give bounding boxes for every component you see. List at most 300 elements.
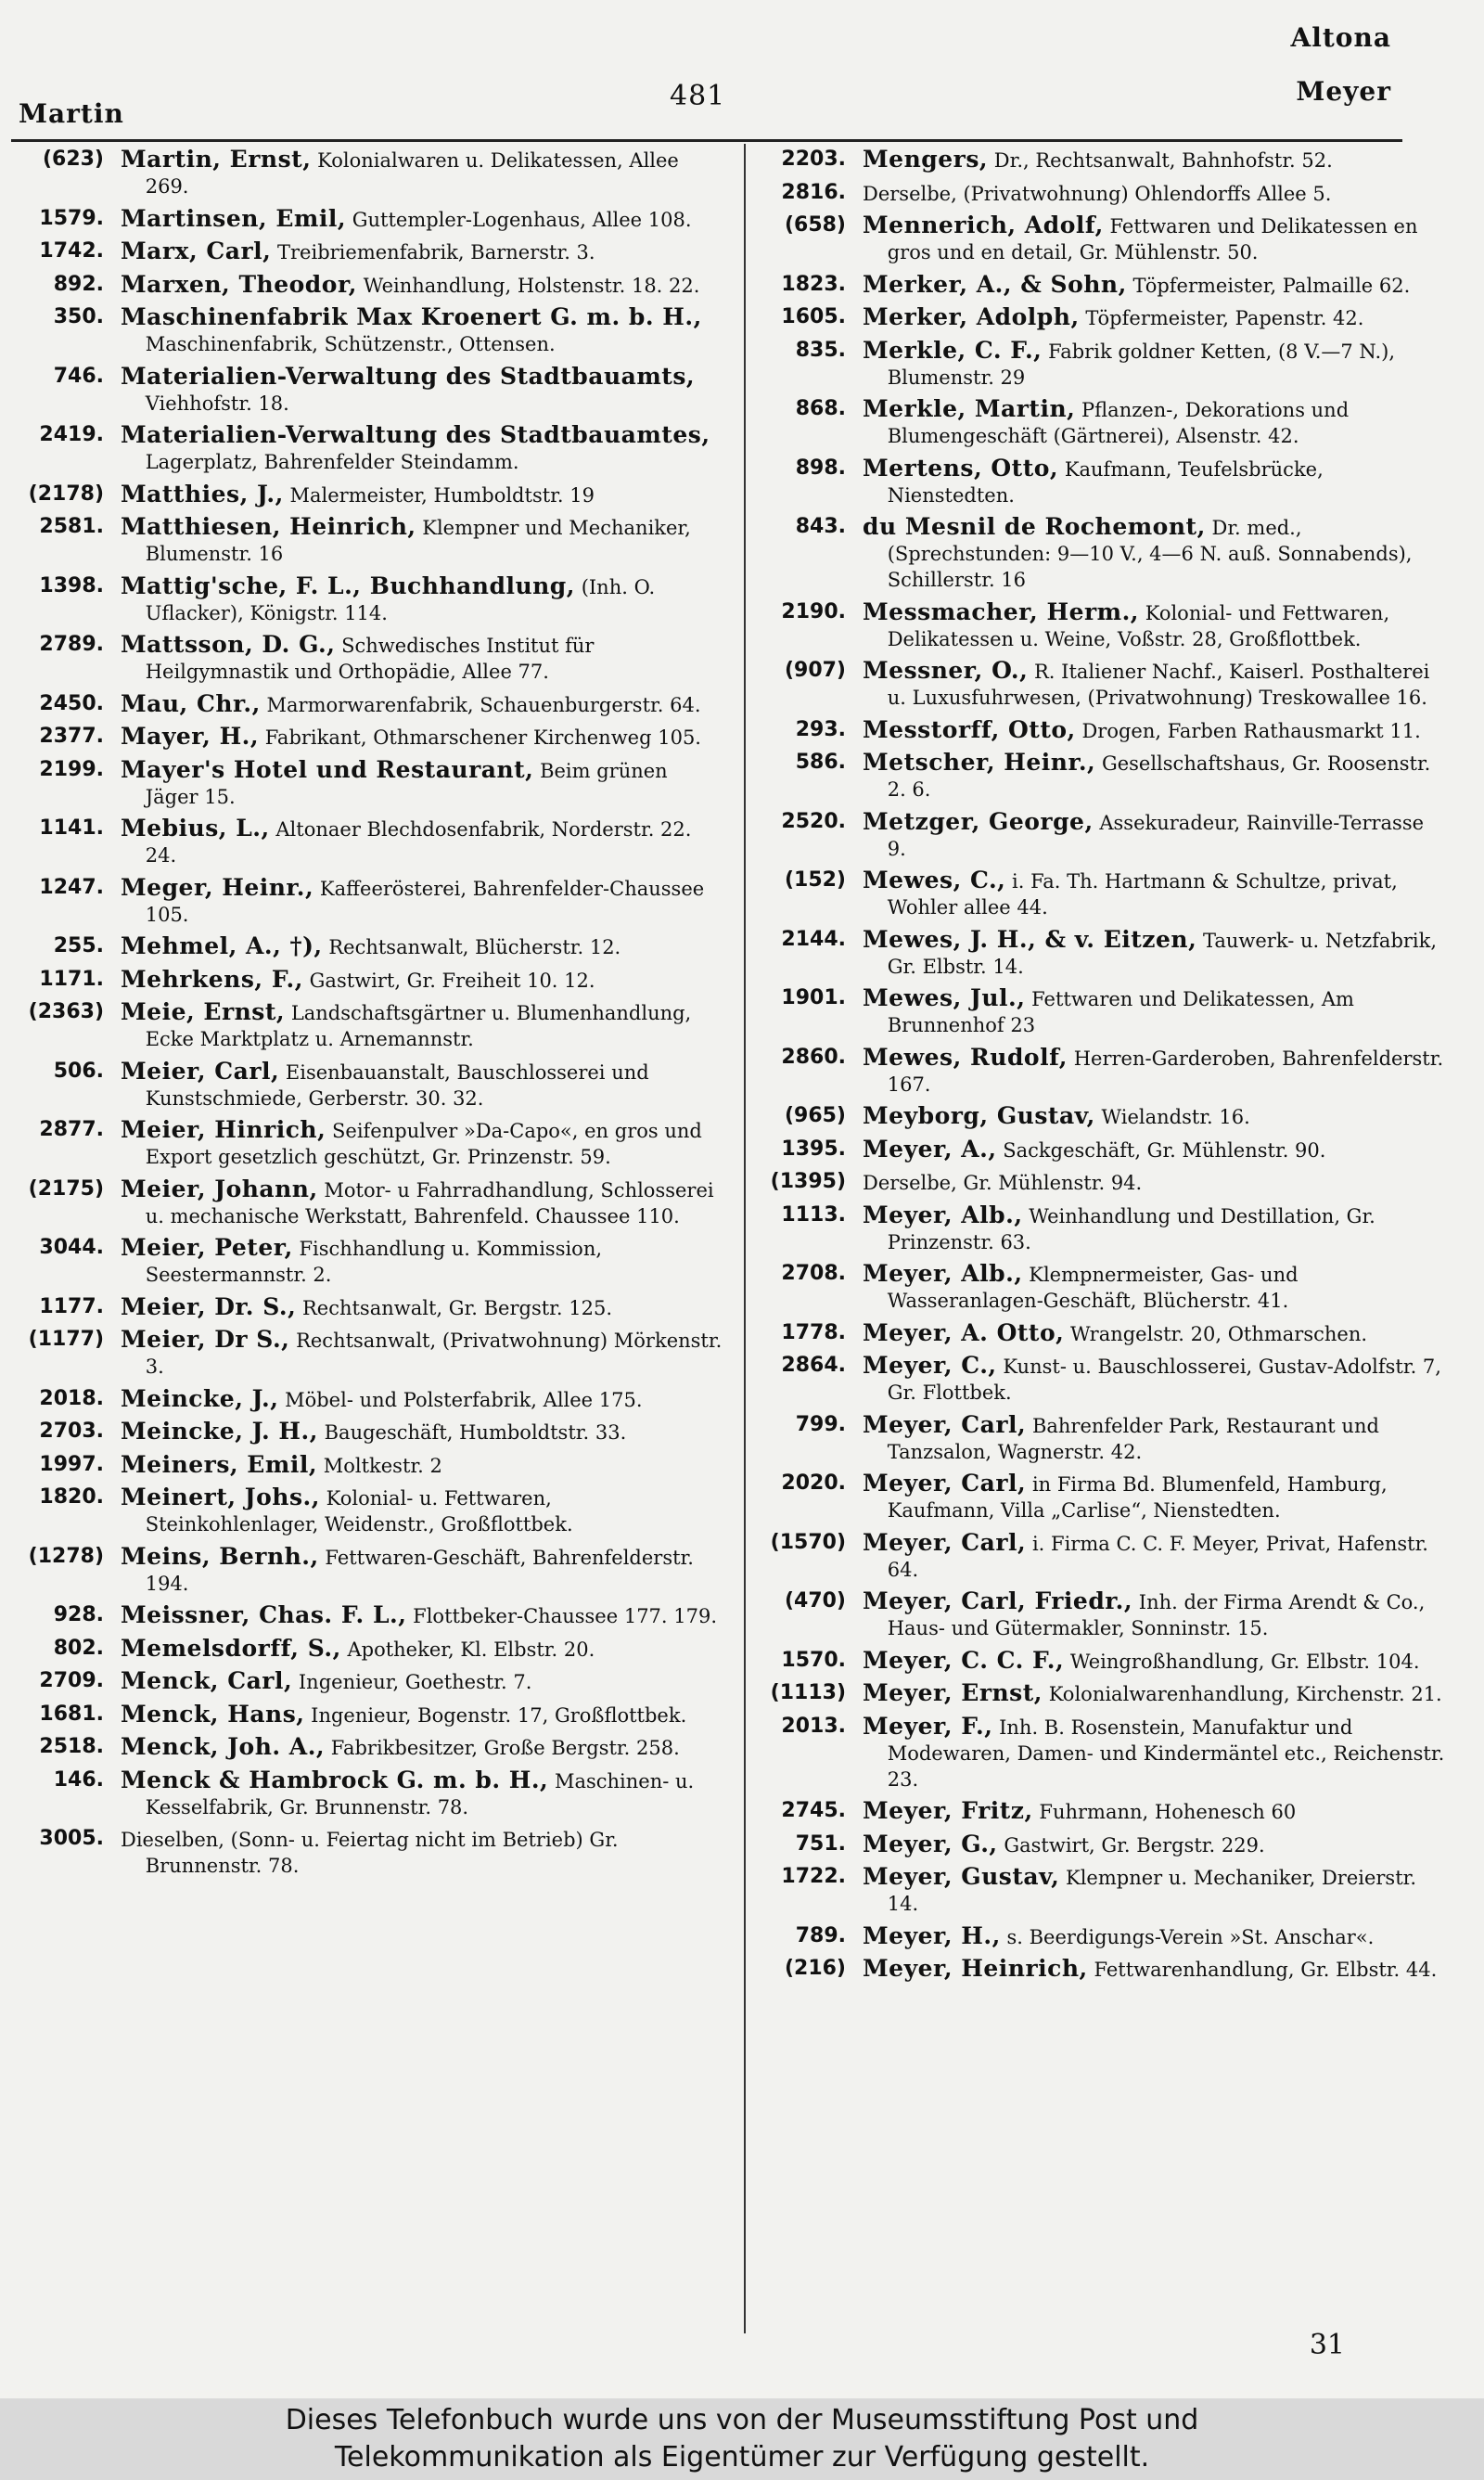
phone-number: 2816. [781,180,846,204]
directory-entry [11,933,725,960]
directory-entry [11,1826,725,1879]
entry-body [863,1412,1447,1465]
directory-entry [11,1602,725,1629]
entry-name: Meyer, Carl, [863,1410,1027,1438]
directory-entry [11,1327,725,1380]
phone-number: 2020. [781,1471,846,1495]
phone-number: 1681. [39,1702,104,1726]
entry-name: Meier, Hinrich, [121,1116,326,1143]
entry-body [121,1386,725,1413]
entry-name: Meyer, Carl, Friedr., [863,1587,1133,1614]
entry-details: i. Firma C. C. F. Meyer, Privat, Hafenstr. 64. [887,1532,1428,1581]
entry-details: Wielandstr. 16. [1101,1106,1250,1128]
entry-details: Klempner und Mechaniker, Blumenstr. 16 [145,517,691,565]
entry-details: Landschaftsgärtner u. Blumenhandlung, Ecke Marktplatz u. Arnemannstr. [145,1002,692,1050]
entry-name: Meyer, C. C. F., [863,1646,1065,1674]
directory-entry [11,1452,725,1479]
directory-entry [11,1386,725,1413]
entry-details: Weinhandlung und Destillation, Gr. Prinzenstr. 63. [887,1204,1375,1253]
entry-name: Mennerich, Adolf, [863,212,1104,238]
entry-name: Materialien-Verwaltung des Stadtbauamtes, [121,421,710,448]
entry-details: Inh. der Firma Arendt & Co., Haus- und Gütermakler, Sonninstr. 15. [887,1591,1426,1639]
entry-name: Meyer, Carl, [863,1528,1027,1556]
entry-body [121,875,725,928]
directory-entry [735,1864,1447,1917]
entry-details: Weinhandlung, Holstenstr. 18. 22. [363,274,700,297]
directory-entry [735,750,1447,803]
entry-details: Schwedisches Institut für Heilgymnastik und Orthopädie, Allee 77. [145,635,595,683]
directory-entry [735,456,1447,508]
directory-entry [11,364,725,417]
entry-details: Derselbe, (Privatwohnung) Ohlendorffs Allee 5. [863,182,1332,205]
entry-body [121,147,725,199]
entry-details: Fabrik goldner Ketten, (8 V.—7 N.), Blumenstr. 29 [887,340,1395,389]
entry-details: Bahrenfelder Park, Restaurant und Tanzsalon, Wagnerstr. 42. [887,1414,1379,1463]
phone-number: 898. [795,456,846,480]
entry-body [121,1826,725,1879]
entry-details: Fabrikant, Othmarschener Kirchenweg 105. [264,726,701,749]
entry-details: Fettwaren und Delikatessen en gros und en detail, Gr. Mühlenstr. 50. [887,215,1418,263]
entry-body [121,967,725,994]
entry-details: Dr. med., (Sprechstunden: 9—10 V., 4—6 N. auß. Sonnabends), Schillerstr. 16 [887,517,1413,591]
entry-name: Messmacher, Herm., [863,598,1140,625]
entry-body [121,757,725,810]
phone-number: 586. [795,751,846,774]
entry-name: Meinert, Johs., [121,1484,320,1510]
phone-number: 868. [795,397,846,420]
directory-entry [735,1169,1447,1196]
directory-entry [11,1544,725,1597]
entry-details: Lagerplatz, Bahrenfelder Steindamm. [145,451,519,473]
directory-entry [11,1235,725,1288]
entry-name: Marx, Carl, [121,238,272,264]
entry-name: Mewes, Jul., [863,984,1026,1011]
entry-name: Meyer, Fritz, [863,1797,1033,1824]
entry-body [863,1471,1447,1523]
phone-number: (623) [42,148,104,171]
entry-name: Marxen, Theodor, [121,270,358,298]
directory-entry [11,757,725,810]
entry-body [863,809,1447,862]
entry-body [121,1059,725,1112]
phone-number: 751. [795,1831,846,1856]
phone-number: 799. [795,1412,846,1436]
directory-entry [735,1530,1447,1583]
entry-details: Eisenbauanstalt, Bauschlosserei und Kunstschmiede, Gerberstr. 30. 32. [145,1060,649,1110]
phone-number: 1570. [781,1648,846,1672]
entry-body [121,1327,725,1380]
entry-details: Rechtsanwalt, Gr. Bergstr. 125. [301,1296,613,1319]
directory-entry [735,1923,1447,1950]
phone-number: 1398. [39,573,104,598]
entry-body [121,1176,725,1229]
entry-name: Mau, Chr., [121,689,261,717]
directory-entry [11,304,725,357]
entry-body [863,1137,1447,1163]
entry-details: Fettwarenhandlung, Gr. Elbstr. 44. [1094,1959,1438,1981]
directory-entry [735,1956,1447,1983]
phone-number: 1901. [781,986,846,1009]
entry-details: Viehhofstr. 18. [145,392,289,415]
entry-details: Dieselben, (Sonn- u. Feiertag nicht im Betrieb) Gr. Brunnenstr. 78. [121,1829,619,1877]
entry-body [863,985,1447,1038]
directory-entry [735,1588,1447,1641]
entry-body [121,1668,725,1695]
directory-entry [735,212,1447,265]
phone-number: (1570) [770,1530,846,1554]
entry-details: Gastwirt, Gr. Freiheit 10. 12. [309,969,595,992]
directory-entry [11,1117,725,1170]
directory-entry [11,1668,725,1695]
phone-number: 3005. [39,1827,104,1850]
entry-name: Meger, Heinr., [121,873,314,901]
entry-name: Martinsen, Emil, [121,204,347,232]
directory-entry [11,724,725,751]
entry-details: Töpfermeister, Palmaille 62. [1132,274,1411,297]
entry-body [863,1261,1447,1314]
phone-number: 146. [53,1767,104,1792]
entry-details: Tauwerk- u. Netzfabrik, Gr. Elbstr. 14. [887,929,1438,978]
entry-body [121,816,725,868]
entry-details: Fettwaren-Geschäft, Bahrenfelderstr. 194. [145,1546,694,1595]
directory-entry [11,1636,725,1663]
entry-name: Messtorff, Otto, [863,715,1076,743]
phone-number: 928. [53,1603,104,1626]
phone-number: 802. [53,1636,104,1660]
entry-name: Mewes, Rudolf, [863,1043,1068,1071]
city-header: Altona [1290,22,1391,53]
entry-details: Rechtsanwalt, Blücherstr. 12. [328,936,621,958]
entry-details: Wrangelstr. 20, Othmarschen. [1070,1322,1368,1345]
phone-number: 2581. [39,515,104,538]
entry-body [863,927,1447,980]
entry-body [863,272,1447,299]
left-running-header: Martin [19,98,124,129]
entry-details: Pflanzen-, Dekorations und Blumengeschäft (Gärtnerei), Alsenstr. 42. [887,399,1350,447]
entry-body [121,1636,725,1663]
entry-details: Kolonial- u. Fettwaren, Steinkohlenlager, Weidenstr., Großflottbek. [145,1487,573,1536]
entry-body [121,691,725,718]
phone-number: 2520. [781,809,846,833]
directory-entry [11,573,725,626]
footer-line-1: Dieses Telefonbuch wurde uns von der Museumsstiftung Post und [285,2404,1199,2436]
entry-body [121,206,725,233]
entry-details: Beim grünen Jäger 15. [145,759,668,808]
entry-details: i. Fa. Th. Hartmann & Schultze, privat, Wohler allee 44. [887,870,1398,919]
entry-name: Meyer, Heinrich, [863,1955,1088,1982]
phone-number: 1579. [39,206,104,230]
directory-entry [11,691,725,718]
entry-body [121,724,725,751]
entry-body [863,1864,1447,1917]
entry-name: Menck & Hambrock G. m. b. H., [121,1766,549,1793]
header-rule [11,139,1402,142]
phone-number: (907) [784,659,846,682]
entry-name: Meyborg, Gustav, [863,1102,1095,1129]
entry-details: Kunst- u. Bauschlosserei, Gustav-Adolfstr. 7, Gr. Flottbek. [887,1356,1441,1404]
phone-number: 2860. [781,1045,846,1069]
phone-number: 1823. [781,272,846,296]
directory-entry [11,1176,725,1229]
entry-details: Assekuradeur, Rainville-Terrasse 9. [887,811,1425,860]
directory-entry [735,1137,1447,1163]
phone-number: 2144. [781,927,846,951]
phone-number: (470) [784,1589,846,1613]
phone-number: 1722. [781,1865,846,1888]
phone-number: 1605. [781,305,846,328]
entry-details: Rechtsanwalt, (Privatwohnung) Mörkenstr. 3. [145,1330,723,1378]
entry-name: Mertens, Otto, [863,454,1059,482]
directory-entry [735,1261,1447,1314]
phone-number: 293. [795,717,846,741]
directory-entry [735,272,1447,299]
directory-entry [11,816,725,868]
entry-name: Metscher, Heinr., [863,749,1096,776]
entry-name: Meincke, J., [121,1384,279,1412]
entry-name: Metzger, George, [863,807,1094,835]
entry-body [121,573,725,626]
phone-number: 2518. [39,1735,104,1758]
entry-body [121,1767,725,1820]
entry-details: Motor- u Fahrradhandlung, Schlosserei u. mechanische Werkstatt, Bahrenfeld. Chaussee 110. [145,1178,714,1227]
entry-details: Herren-Garderoben, Bahrenfelderstr. 167. [887,1047,1444,1096]
entry-details: Flottbeker-Chaussee 177. 179. [413,1605,718,1627]
directory-entry [735,338,1447,391]
directory-entry [735,1648,1447,1675]
phone-number: 1820. [39,1485,104,1509]
entry-name: Meyer, H., [863,1921,1001,1949]
directory-entry [735,147,1447,173]
entry-details: Malermeister, Humboldtstr. 19 [289,483,595,507]
phone-number: (2175) [28,1176,104,1201]
directory-entry [735,180,1447,207]
footer-line-2: Telekommunikation als Eigentümer zur Verfügung gestellt. [334,2441,1150,2474]
entry-name: Menck, Hans, [121,1700,305,1728]
entry-name: Meins, Bernh., [121,1542,319,1570]
phone-number: 1742. [39,239,104,263]
entry-body [121,1544,725,1597]
entry-body [121,999,725,1052]
entry-name: Meier, Carl, [121,1057,280,1085]
directory-entry [735,1202,1447,1255]
phone-number: 2745. [781,1799,846,1822]
entry-details: Fuhrmann, Hohenesch 60 [1039,1801,1297,1823]
entry-body [121,364,725,417]
directory-entry [735,927,1447,980]
directory-entry [11,1294,725,1321]
entry-body [863,1956,1447,1983]
entry-body [863,1831,1447,1858]
entry-name: Meyer, Alb., [863,1260,1023,1287]
entry-details: Apotheker, Kl. Elbstr. 20. [347,1638,595,1661]
entry-name: Matthies, J., [121,480,284,508]
entry-name: Meyer, C., [863,1352,997,1379]
directory-entry [11,514,725,567]
directory-entry [11,482,725,508]
entry-name: Mattig'sche, F. L., Buchhandlung, [121,572,575,599]
entry-name: Mehrkens, F., [121,965,303,993]
phone-number: 892. [53,272,104,296]
phone-number: 2864. [781,1354,846,1377]
phone-number: 2703. [39,1420,104,1443]
entry-details: Fettwaren und Delikatessen, Am Brunnenhof 23 [887,988,1354,1036]
entry-body [863,338,1447,391]
directory-entry [735,1798,1447,1825]
phone-number: 2708. [781,1262,846,1285]
phone-number: 1171. [39,967,104,991]
directory-entry [11,1059,725,1112]
entry-details: R. Italiener Nachf., Kaiserl. Posthalterei u. Luxusfuhrwesen, (Privatwohnung) Treskowallee 16. [887,661,1430,709]
phone-number: 2877. [39,1118,104,1141]
entry-body [863,717,1447,744]
directory-entry [735,599,1447,652]
entry-name: Mebius, L., [121,815,270,842]
directory-entry [11,422,725,475]
entry-name: Meyer, A. Otto, [863,1318,1065,1346]
entry-details: Kolonial- und Fettwaren, Delikatessen u. Weine, Voßstr. 28, Großflottbek. [887,601,1390,650]
phone-number: 506. [53,1059,104,1083]
entry-body [863,1045,1447,1098]
entry-body [863,1923,1447,1950]
entry-body [863,658,1447,711]
phone-number: 2419. [39,423,104,446]
entry-details: Treibriemenfabrik, Barnerstr. 3. [277,241,595,263]
entry-name: Meyer, G., [863,1830,998,1857]
phone-number: 1177. [39,1294,104,1318]
entry-body [121,1294,725,1321]
entry-name: Meyer, Carl, [863,1470,1027,1497]
directory-entry [735,514,1447,593]
entry-name: Mattsson, D. G., [121,631,336,658]
phone-number: (2178) [28,482,104,506]
directory-entry [735,1831,1447,1858]
entry-details: Drogen, Farben Rathausmarkt 11. [1081,719,1421,742]
entry-name: Meier, Dr. S., [121,1292,297,1320]
entry-name: Merker, A., & Sohn, [863,270,1127,298]
entry-name: Merkle, C. F., [863,336,1043,364]
left-column [11,147,725,2369]
entry-name: Maschinenfabrik Max Kroenert G. m. b. H., [121,303,702,330]
footer-notice [0,2398,1484,2480]
phone-number: 2018. [39,1386,104,1410]
entry-name: Meyer, Gustav, [863,1863,1060,1890]
phone-number: 2709. [39,1669,104,1692]
entry-body [863,1530,1447,1583]
entry-details: Maschinen- u. Kesselfabrik, Gr. Brunnenstr. 78. [145,1769,695,1818]
entry-body [121,514,725,567]
phone-number: (1395) [770,1170,846,1193]
phone-number: (216) [784,1957,846,1980]
phone-number: 350. [53,305,104,328]
entry-body [863,1353,1447,1406]
entry-details: Inh. B. Rosenstein, Manufaktur und Modewaren, Damen- und Kindermäntel etc., Reichenstr. 23. [887,1715,1445,1791]
entry-body [863,1648,1447,1675]
directory-entry [11,1734,725,1761]
entry-body [863,180,1447,207]
entry-body [863,212,1447,265]
entry-details: Möbel- und Polsterfabrik, Allee 175. [285,1388,643,1411]
entry-body [121,1734,725,1761]
entry-details: Moltkestr. 2 [323,1454,442,1477]
entry-name: Menck, Joh. A., [121,1733,326,1760]
entry-body [863,599,1447,652]
entry-details: s. Beerdigungs-Verein »St. Anschar«. [1006,1925,1375,1948]
entry-details: Altonaer Blechdosenfabrik, Norderstr. 22. 24. [145,818,692,867]
directory-entry [735,985,1447,1038]
directory-entry [735,1103,1447,1130]
entry-body [121,422,725,475]
phone-number: 2377. [39,725,104,748]
entry-body [121,933,725,960]
directory-entry [735,717,1447,744]
entry-name: Meyer, A., [863,1135,997,1163]
entry-details: Marmorwarenfabrik, Schauenburgerstr. 64. [266,693,701,716]
entry-name: Menck, Carl, [121,1667,293,1694]
entry-name: Meyer, Alb., [863,1201,1023,1228]
entry-body [121,482,725,508]
directory-entry [735,1320,1447,1347]
entry-details: Klempnermeister, Gas- und Wasseranlagen-Geschäft, Blücherstr. 41. [887,1264,1298,1312]
entry-details: Ingenieur, Goethestr. 7. [298,1671,532,1693]
entry-details: Kolonialwaren u. Delikatessen, Allee 269. [145,149,679,198]
directory-entry [735,658,1447,711]
phone-number: 789. [795,1923,846,1947]
entry-details: Maschinenfabrik, Schützenstr., Ottensen. [145,333,556,355]
phone-number: (1113) [770,1681,846,1704]
entry-name: Meier, Dr S., [121,1326,290,1353]
directory-entry [11,1702,725,1728]
entry-details: Klempner u. Mechaniker, Dreierstr. 14. [887,1867,1417,1915]
entry-details: in Firma Bd. Blumenfeld, Hamburg, Kaufmann, Villa „Carlise“, Nienstedten. [887,1473,1388,1522]
phone-number: (658) [784,213,846,237]
entry-name: Mehmel, A., †), [121,932,323,959]
directory-entry [11,147,725,199]
entry-name: Mewes, C., [863,867,1006,893]
entry-name: Meiners, Emil, [121,1450,318,1478]
directory-entry [11,999,725,1052]
entry-details: Baugeschäft, Humboldtstr. 33. [324,1421,627,1444]
entry-body [121,272,725,299]
entry-body [863,396,1447,449]
phone-number: 255. [53,934,104,957]
phone-number: (1278) [28,1544,104,1568]
phone-number: 1247. [39,875,104,899]
entry-body [121,1602,725,1629]
phone-number: 2013. [781,1714,846,1738]
entry-name: Meyer, F., [863,1712,993,1740]
entry-details: Gastwirt, Gr. Bergstr. 229. [1004,1833,1265,1857]
entry-name: Meie, Ernst, [121,998,286,1025]
entry-details: Kolonialwarenhandlung, Kirchenstr. 21. [1048,1683,1442,1705]
entry-details: Guttempler-Logenhaus, Allee 108. [352,208,692,231]
phone-number: 2203. [781,148,846,171]
entry-body [121,1484,725,1537]
entry-name: Meissner, Chas. F. L., [121,1601,407,1628]
entry-body [863,304,1447,331]
entry-name: Matthiesen, Heinrich, [121,513,416,540]
entry-details: Fabrikbesitzer, Große Bergstr. 258. [330,1737,680,1759]
directory-entry [11,1767,725,1820]
entry-body [121,1452,725,1479]
entry-name: Merker, Adolph, [863,303,1080,330]
entry-details: (Inh. O. Uflacker), Königstr. 114. [145,575,656,624]
entry-body [863,1798,1447,1825]
phone-number: 2190. [781,599,846,623]
directory-entry [735,809,1447,862]
entry-name: Meyer, Ernst, [863,1679,1043,1706]
entry-body [863,1320,1447,1347]
phone-number: 2199. [39,757,104,781]
